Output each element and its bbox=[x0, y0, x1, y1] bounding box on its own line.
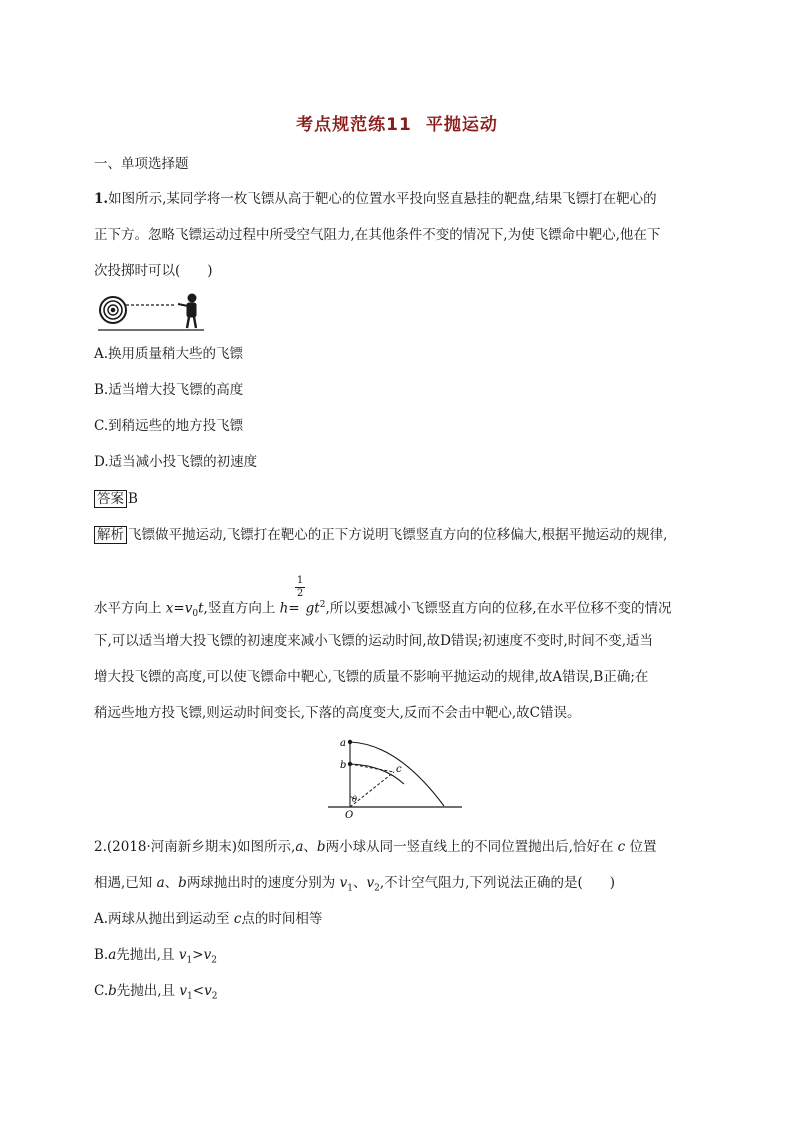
thrower-icon bbox=[178, 294, 196, 328]
eq-x: x=v bbox=[165, 600, 193, 617]
q1-option-b: B.适当增大投飞镖的高度 bbox=[94, 382, 244, 398]
q2-option-c bbox=[94, 982, 217, 1006]
q2-optB-pre: B. bbox=[94, 947, 109, 963]
analysis2-a: 水平方向上 bbox=[94, 600, 166, 617]
q2-sep3: 、 bbox=[352, 875, 367, 891]
q2-var-a: a bbox=[295, 839, 304, 855]
eq-sub0: 0 bbox=[192, 609, 199, 620]
q2-optA-c: c bbox=[233, 911, 242, 927]
q1-analysis-line4: 增大投飞镖的高度,可以使飞镖命中靶心,飞镖的质量不影响平抛运动的规律,故A错误,B正确;在 bbox=[94, 669, 649, 685]
q2-text1-post: 位置 bbox=[625, 839, 657, 855]
projectile-figure bbox=[328, 732, 464, 822]
q2-var-a2: a bbox=[156, 875, 165, 891]
dart-figure bbox=[96, 288, 208, 334]
q1-line2: 正下方。忽略飞镖运动过程中所受空气阻力,在其他条件不变的情况下,为使飞镖命中靶心,他在下 bbox=[94, 227, 661, 243]
answer-value: B bbox=[128, 491, 138, 507]
q2-var-v2: v bbox=[366, 875, 375, 891]
q2-optC-pre: C. bbox=[94, 983, 109, 999]
q1-text1: 如图所示,某同学将一枚飞镖从高于靶心的位置水平投向竖直悬挂的靶盘,结果飞镖打在靶心的 bbox=[108, 191, 657, 207]
analysis-label: 解析 bbox=[94, 526, 127, 544]
label-a: a bbox=[340, 738, 346, 749]
fraction-numerator: 1 bbox=[296, 575, 304, 586]
eq-sup2: 2 bbox=[319, 600, 326, 610]
analysis2-b: ,竖直方向上 bbox=[203, 600, 280, 617]
q2-option-a bbox=[94, 910, 322, 928]
title-sub: 平抛运动 bbox=[425, 115, 498, 135]
page-title bbox=[0, 110, 794, 135]
q2-optA-post: 点的时间相等 bbox=[241, 911, 323, 927]
label-c: c bbox=[396, 764, 402, 775]
q1-analysis-line3: 下,可以适当增大投飞镖的初速度来减小飞镖的运动时间,故D错误;初速度不变时,时间不变,适当 bbox=[94, 633, 654, 649]
q2-sub2: 2 bbox=[374, 883, 380, 894]
q1-line1 bbox=[94, 190, 657, 208]
analysis-text1: 飞镖做平抛运动,飞镖打在靶心的正下方说明飞镖竖直方向的位移偏大,根据平抛运动的规律, bbox=[128, 527, 668, 543]
label-theta: θ bbox=[352, 795, 357, 804]
q2-optB-v1: v bbox=[178, 947, 187, 963]
q1-option-d: D.适当减小投飞镖的初速度 bbox=[94, 454, 258, 470]
q2-optB-mid: 先抛出,且 bbox=[116, 947, 179, 963]
eq-t: t bbox=[198, 600, 204, 617]
q2-optC-v2: v bbox=[204, 983, 212, 999]
q2-line1 bbox=[94, 838, 657, 856]
q1-analysis-line2 bbox=[94, 596, 672, 623]
q2-optB-sub1: 1 bbox=[186, 955, 193, 966]
label-b: b bbox=[340, 760, 347, 771]
q1-option-a: A.换用质量稍大些的飞镖 bbox=[94, 346, 244, 362]
q2-optB-rel: > bbox=[192, 947, 204, 963]
q1-analysis-line1 bbox=[94, 526, 667, 544]
q2-optC-sub2: 2 bbox=[211, 991, 218, 1002]
q1-analysis-line5: 稍远些地方投飞镖,则运动时间变长,下落的高度变大,反而不会击中靶心,故C错误。 bbox=[94, 705, 581, 721]
point-a bbox=[348, 740, 352, 744]
q2-optA-pre: A.两球从抛出到运动至 bbox=[94, 911, 234, 927]
q2-text2-post: ,不计空气阻力,下列说法正确的是( ) bbox=[379, 875, 615, 891]
q2-optC-sub1: 1 bbox=[187, 991, 193, 1002]
q2-var-v1: v bbox=[339, 875, 348, 891]
q2-line2 bbox=[94, 874, 615, 898]
q1-answer bbox=[94, 490, 138, 508]
section-heading: 一、单项选择题 bbox=[94, 156, 189, 172]
label-o: O bbox=[345, 810, 354, 821]
q2-sub1: 1 bbox=[347, 883, 353, 894]
q2-optC-b: b bbox=[108, 983, 117, 999]
eq-h: h= bbox=[279, 600, 300, 617]
q2-text2-mid: 两球抛出时的速度分别为 bbox=[186, 875, 340, 891]
eq-gt: gt bbox=[305, 600, 320, 617]
dashed-bc bbox=[350, 764, 394, 772]
q2-optB-v2: v bbox=[203, 947, 212, 963]
q2-var-c: c bbox=[617, 839, 626, 855]
dartboard-icon bbox=[100, 297, 126, 323]
q1-option-c: C.到稍远些的地方投飞镖 bbox=[94, 418, 244, 434]
q2-optB-a: a bbox=[108, 947, 117, 963]
q2-optC-v1: v bbox=[179, 983, 188, 999]
q2-var-b2: b bbox=[178, 875, 187, 891]
q2-sep: 、 bbox=[303, 839, 317, 855]
q2-var-b: b bbox=[316, 839, 326, 855]
q2-option-b bbox=[94, 946, 217, 970]
q1-number: 1. bbox=[94, 191, 109, 207]
q2-optB-sub2: 2 bbox=[211, 955, 217, 966]
q2-text1-pre: 2.(2018·河南新乡期末)如图所示, bbox=[94, 839, 296, 855]
fraction-denominator: 2 bbox=[296, 588, 304, 599]
q2-optC-rel: < bbox=[192, 983, 205, 999]
q2-text2-pre: 相遇,已知 bbox=[94, 875, 157, 891]
point-b bbox=[348, 762, 352, 766]
answer-label: 答案 bbox=[94, 490, 127, 508]
q2-text1-mid: 两小球从同一竖直线上的不同位置抛出后,恰好在 bbox=[325, 839, 618, 855]
q1-line3: 次投掷时可以( ) bbox=[94, 263, 213, 279]
q2-optC-mid: 先抛出,且 bbox=[116, 983, 180, 999]
title-main: 考点规范练11 bbox=[296, 115, 412, 135]
analysis2-c: ,所以要想减小飞镖竖直方向的位移,在水平位移不变的情况 bbox=[325, 600, 672, 617]
q2-sep2: 、 bbox=[164, 875, 179, 891]
